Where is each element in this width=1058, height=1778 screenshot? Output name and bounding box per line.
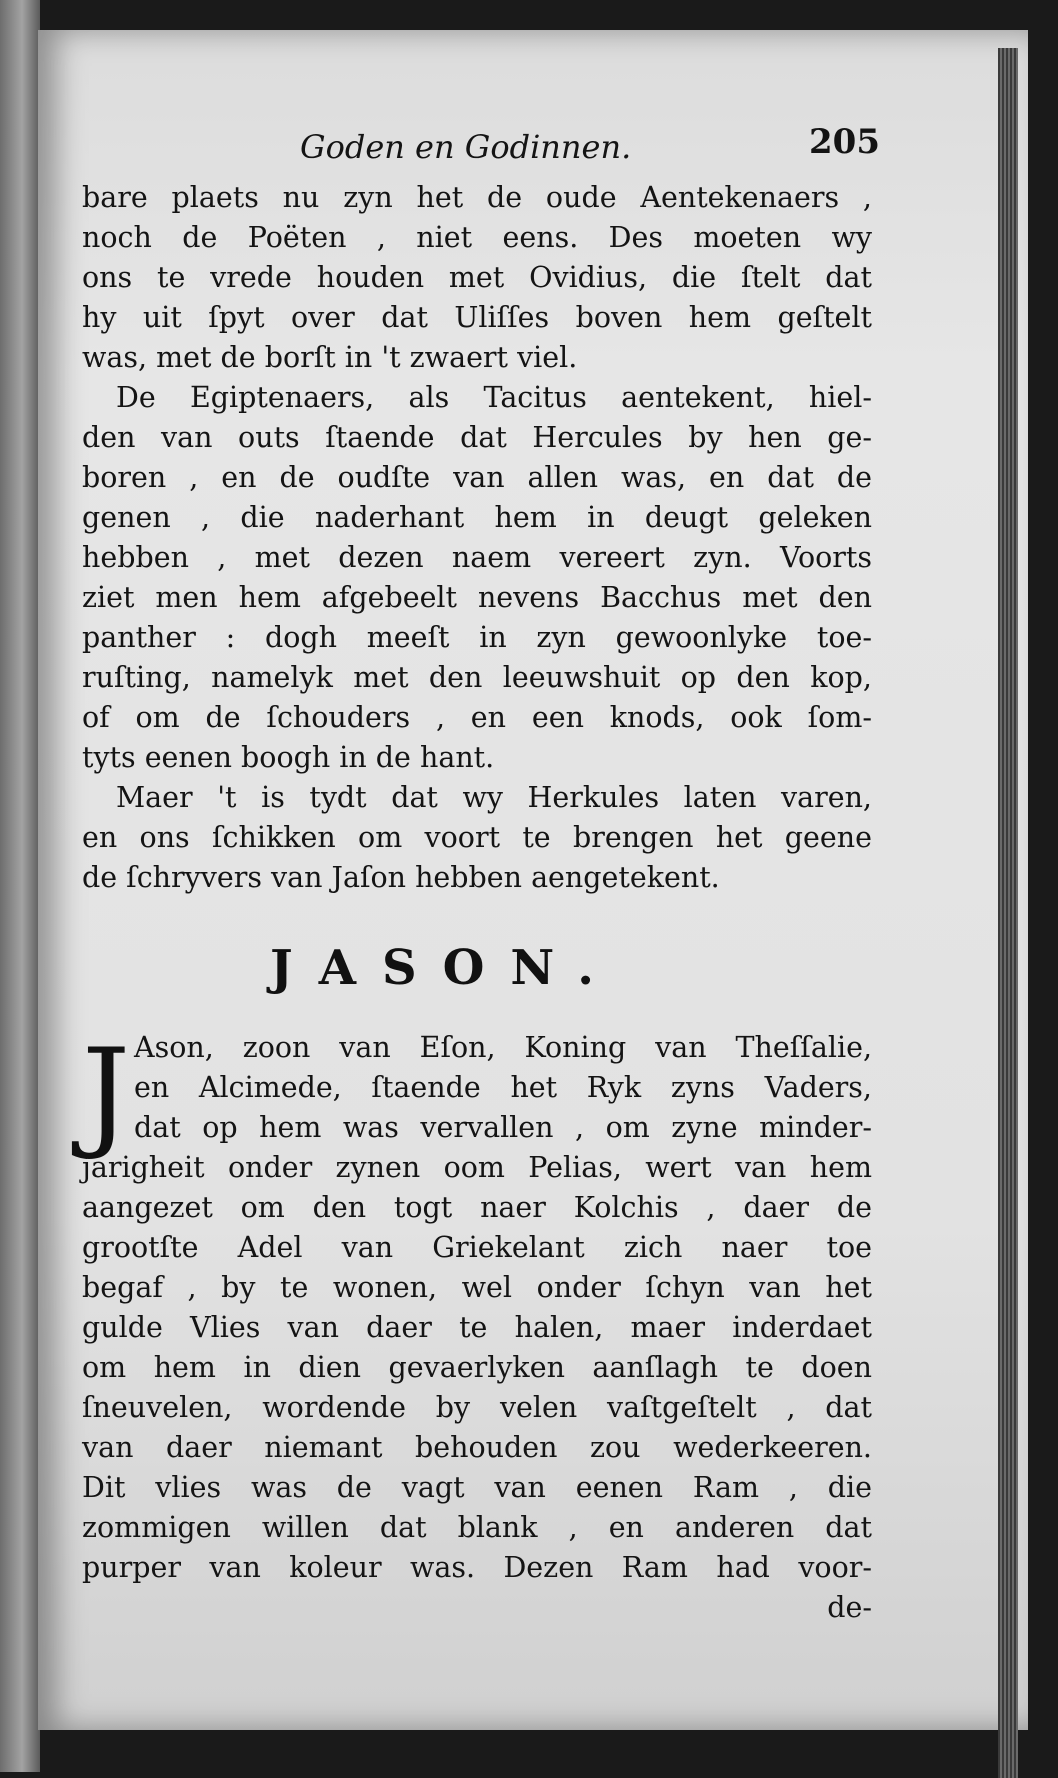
text-line: gulde Vlies van daer te halen, maer inderdaet [82,1311,872,1344]
drop-cap: J [82,1024,131,1163]
text-line: den van outs ſtaende dat Hercules by hen ge- [82,421,872,454]
text-line: of om de ſchouders , en een knods, ook ſom- [82,701,872,734]
text-line: ruſting, namelyk met den leeuwshuit op den kop, [82,661,872,694]
page-header [300,122,880,172]
section-heading: JASON. [270,940,620,996]
text-line: genen , die naderhant hem in deugt geleken [82,501,872,534]
text-line: hebben , met dezen naem vereert zyn. Voorts [82,541,872,574]
text-line: van daer niemant behouden zou wederkeeren. [82,1431,872,1464]
running-title: Goden en Godinnen. [300,128,632,166]
text-line: hy uit ſpyt over dat Uliſſes boven hem geſtelt [82,301,872,334]
page-stack-edge [998,48,1018,1778]
text-line: noch de Poëten , niet eens. Des moeten wy [82,221,872,254]
text-line: panther : dogh meeſt in zyn gewoonlyke toe- [82,621,872,654]
text-line: aangezet om den togt naer Kolchis , daer de [82,1191,872,1224]
text-line: dat op hem was vervallen , om zyne minder- [134,1111,872,1144]
page-number: 205 [809,122,880,162]
text-line: om hem in dien gevaerlyken aanſlagh te doen [82,1351,872,1384]
text-line: ons te vrede houden met Ovidius, die ſtelt dat [82,261,872,294]
text-line: jarigheit onder zynen oom Pelias, wert van hem [82,1151,872,1184]
text-line: tyts eenen boogh in de hant. [82,741,495,774]
catchword: de- [827,1591,872,1624]
text-line: de ſchryvers van Jaſon hebben aengetekent. [82,861,720,894]
text-line: en Alcimede, ſtaende het Ryk zyns Vaders, [134,1071,872,1104]
text-line: ziet men hem afgebeelt nevens Bacchus met den [82,581,872,614]
text-line: ſneuvelen, wordende by velen vaſtgeſtelt , dat [82,1391,872,1424]
body-text-hercules [82,178,872,898]
text-line: begaf , by te wonen, wel onder ſchyn van het [82,1271,872,1304]
text-line: Ason, zoon van Eſon, Koning van Theſſalie, [134,1031,872,1064]
text-line: Maer 't is tydt dat wy Herkules laten varen, [116,781,872,814]
facing-page-edge [0,0,40,1772]
text-line: en ons ſchikken om voort te brengen het geene [82,821,872,854]
text-line: grootſte Adel van Griekelant zich naer toe [82,1231,872,1264]
text-line: purper van koleur was. Dezen Ram had voor- [82,1551,872,1584]
text-line: boren , en de oudſte van allen was, en dat de [82,461,872,494]
text-line: zommigen willen dat blank , en anderen dat [82,1511,872,1544]
text-line: Dit vlies was de vagt van eenen Ram , die [82,1471,872,1504]
text-line: bare plaets nu zyn het de oude Aentekenaers , [82,181,872,214]
text-line: De Egiptenaers, als Tacitus aentekent, hiel- [116,381,872,414]
text-line: was, met de borſt in 't zwaert viel. [82,341,578,374]
body-text-jason [82,1024,872,1628]
